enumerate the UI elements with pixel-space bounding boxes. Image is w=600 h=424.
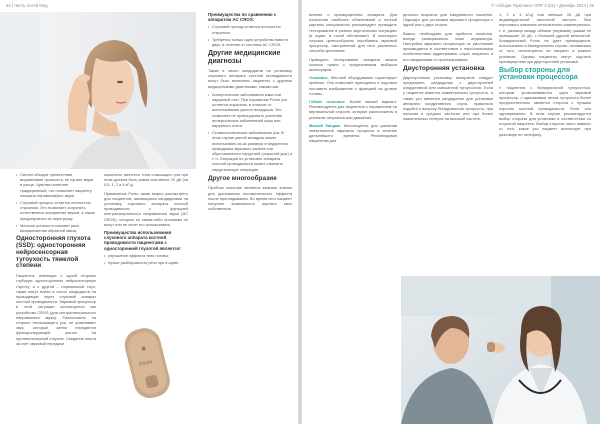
cros-bullet: • Требуется только одно устройство вместо двух, в отличие от системы AC CROS.	[208, 37, 292, 47]
right-col-2	[403, 12, 493, 125]
side-selection-heading: Выбор стороны для установки процессора	[499, 67, 578, 82]
cros-heading: Преимущества по сравнению с аппаратом AC CROS:	[208, 12, 277, 23]
col2-bullets	[104, 253, 188, 265]
flex-headband-note: Гибкое оголовье. Более мягкий вариант. Рекомендуется для пациентов с поражением на вертикальной стороне, которые расположены в условиях затухания или движения.	[309, 99, 397, 120]
left-col-3	[208, 12, 292, 214]
right-col2-paragraph: детского возраста для ежедневного ношения. Подходит для установки звукового процессора с одной или с двух сторон.	[403, 12, 493, 28]
softband-note: Мягкий бандаж. Используется для усвоения значительной звукового процесса в течение дальнейшего времени. Рекомендован пациентам для	[309, 122, 397, 144]
ssd-heading: Односторонняя глухота (SSD): односторонняя нейросенсорная тугоухость тяжелой степени	[16, 235, 91, 270]
ponto-logo-text: Ponto	[138, 358, 153, 368]
col1-bullet: • Слуховой процесс остается полностью открытым. Это позволяет сохранить естественное восприятие звуков, а также предотвратить их перегрузку.	[16, 200, 96, 221]
right-col1-paragraph: Проводить тестирование аппарата можно сколько нужно с предлагаемым выбором аксессуаров.	[309, 56, 397, 73]
ponto-device-image	[112, 318, 184, 412]
page-header-right: © «Общая Практика» ОПР 2 (51) • Декабрь 2024 | 45	[491, 3, 594, 8]
woman-ear-photo	[0, 12, 196, 169]
col2-heading: Преимущества использования слухового аппарата костной проводимости пациентами с односторонней глухотой является:	[104, 230, 181, 251]
col2-bullet: • улучшение эффекта тени головы;	[104, 253, 188, 258]
trial-heading: Другое многообразие	[208, 174, 277, 182]
left-col-2	[104, 172, 188, 268]
right-col3-paragraph: 1, 2 и 4 кГц) или меньше 15 дБ при индивидуальной частотной частоте. Все порогового значения относительно симметричных, т. е. разница между обеими (первыми) ушами не превышает 15 дБ, с большей дурной величиной. Бинауральный Ponto не дает преимуществ, использовать в бинауральном случае, независимо от того, используется ли пациент в разных условиях. Однако пациенты могут ощутить преимущества при двусторонней установке.	[499, 12, 591, 64]
bilateral-heading: Двусторонняя установка	[403, 64, 485, 72]
diagnosis-bullet: • Стоматологические заболевания уха. В этом случае ушной вкладыш может использовать из-за размера стандартного проводника звукового канала или обусловленного хирургией (открытой ушь) и т. п. Операция по установке аппарата костной проводимости может отменить хирургическую операцию.	[208, 130, 292, 172]
right-col1-paragraph: мнение о преимуществах аппарата. Для получения наиболее объективной и полной картины специалисты рекомендуют проводить тестирование в разных акустических ситуациях (в шуме, в тихой обстановке). В некоторых случаях целесообразно опробовать звуковой процессор, настроенный для него различных способы крепления.	[309, 12, 397, 54]
col1-bullets	[16, 172, 96, 233]
col2-bullet: • лучше разборчивость речи при в шуме.	[104, 260, 188, 265]
other-diagnoses-heading: Другие медицинские диагнозы	[208, 50, 281, 65]
bilateral-paragraph: Двустороннюю установку аппаратов следует предложить кандидатам с двусторонней кондуктивной или смешанной тугоухостью. Если у пациента имеется симметричная тугоухость, а также ухо является кандидатом для установки аппарата кондуктивного слуха, правильно подойти к вопросу бинауральная тугоухость, при наличии в средних частотах или при более значительных потерях на высокой частоте.	[403, 74, 493, 122]
cros-bullets	[208, 24, 292, 47]
left-col-1	[16, 172, 96, 349]
cros-bullet: • Слуховой проход остается полностью открытым.	[208, 24, 292, 34]
doctor-patient-photo	[401, 276, 600, 424]
left-page	[0, 0, 299, 424]
diagnosis-bullet: • Аллергические заболевания кожи или наружный отит. При поражении Ponto ухо остается открытым, в отличие от использования ушного вкладыша. Это позволяет не провоцировать усиление аллергических заболеваний кожи или наружного отита.	[208, 92, 292, 128]
right-col2-paragraph: Важно, необходимо для пробного ношения, всегда разворачивать ниже индикатора. Настройка звукового процессора по умолчанию производится в соответствии с персональными особенностями аудиограммы слуха пациента и его ожиданиями от протезирования.	[403, 30, 493, 62]
diagnoses-bullets	[208, 92, 292, 172]
col1-bullet: • Меньше усталость снижает риск возникновения обратной связи.	[16, 223, 96, 233]
headband-note: Оголовье. Жесткий оборудование гарантирует пробное. Оно позволяет приподнять и ощутимо поставить изображение с функцией на уровне головы.	[309, 75, 397, 96]
right-col-3	[499, 12, 591, 140]
page-header-left: 44 | Честь Антей Мед	[6, 3, 48, 8]
trial-paragraph: Пробное ношение является важным этапом для достижения положительного эффекта после проглядывания. Во время него пациент получает возможность оценить свое собственное	[208, 185, 292, 212]
side-selection-paragraph: У пациентов с бинауральной тугоухостью, которым устанавливается один звуковой процессор, с одинаковым типом тугоухости более предпочтительно является сторона с лучшим порогом костной проводимости. Если оно одновременно. В этом случае рекомендуется выбор стороны для установки в соответствии со стороной пациента. Выбор стороны часто зависит от того, какое ухо пациент использует при разговоре по телефону.	[499, 84, 591, 137]
col2-paragraph: кальность местного тона слышащего уха при этом должна быть равна или менее 20 дБ (на 0,5, 1, 2 и 4 кГц).	[104, 172, 188, 188]
right-page	[301, 0, 600, 424]
right-col-1	[309, 12, 397, 147]
ssd-paragraph: Пациенты, имеющие с одной стороны глубокую односторонним нейросенсорную глухоту, а с другой – нормальный слух, также могут войти в число кандидатов на проводимую через слуховой аппарат костной проводимости. Звуковой процессор в этой ситуации используется как устройство CROS (для контралатерального направления звука). Расположить на стороне неслышащего уха, он улавливает звук, который затем передается функционирующей улитке на противоположной стороне. Сведение опыта за счёт звуковой передачи.	[16, 273, 96, 346]
col1-bullet: • Сигнал обходит препятствия, выравнивает громкость, не пугают звуки в улице. Чувства понятнее традиционный, что позволяет пациенту слышать неравномерно звуки.	[16, 172, 96, 198]
col2-paragraph: Применение Ponto такие можно рассмотреть для пациентов, являющихся кандидатами на установку слухового аппарата костной проводимости с функцией контралатерального направления звука (AC CROS), которые по каким-либо причинам не могут или не хотят его использовать.	[104, 190, 188, 227]
other-diagnoses-paragraph: Также в число кандидатов на установку слухового аппарата костной проводимости могут быть включены пациенты с другими медицинскими диагнозами, такими как:	[208, 68, 292, 89]
